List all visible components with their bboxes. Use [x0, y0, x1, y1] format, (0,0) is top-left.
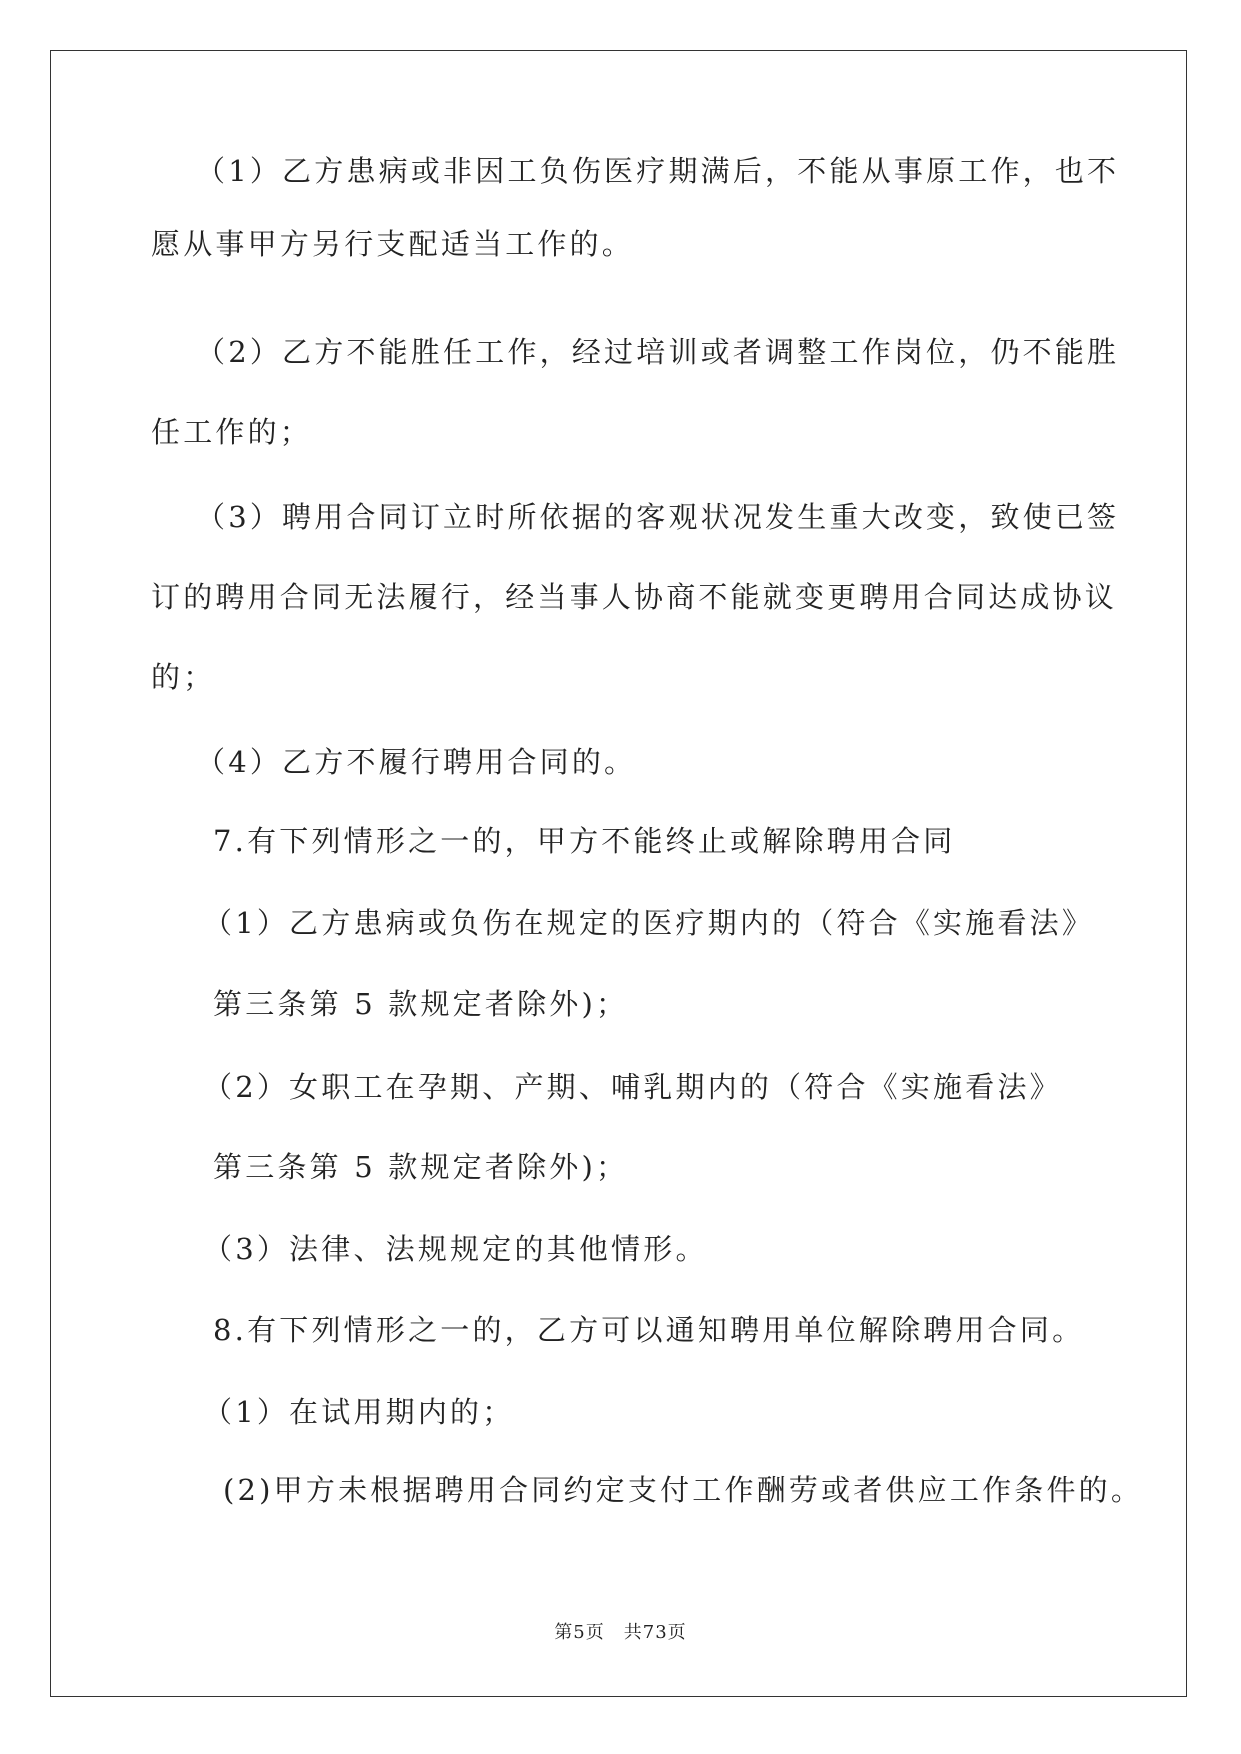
text-line: 的； [151, 660, 216, 694]
text-line: 第三条第 5 款规定者除外)； [213, 987, 629, 1021]
text-line: （1）乙方患病或非因工负伤医疗期满后，不能从事原工作，也不 [196, 154, 1120, 188]
text-line: （1）乙方患病或负伤在规定的医疗期内的（符合《实施看法》 [203, 906, 1095, 940]
text-line: （1）在试用期内的； [203, 1395, 515, 1429]
text-line: 愿从事甲方另行支配适当工作的。 [151, 227, 635, 261]
text-line: （3）法律、法规规定的其他情形。 [203, 1232, 708, 1266]
text-line: （4）乙方不履行聘用合同的。 [196, 745, 637, 779]
text-line: 第三条第 5 款规定者除外)； [213, 1150, 629, 1184]
page-footer: 第5页 共73页 [554, 1622, 687, 1643]
text-line: 订的聘用合同无法履行，经当事人协商不能就变更聘用合同达成协议 [151, 580, 1118, 614]
section-heading: 7.有下列情形之一的，甲方不能终止或解除聘用合同 [213, 824, 956, 858]
text-line: 任工作的； [151, 415, 313, 449]
text-line: （2）乙方不能胜任工作，经过培训或者调整工作岗位，仍不能胜 [196, 335, 1120, 369]
section-heading: 8.有下列情形之一的，乙方可以通知聘用单位解除聘用合同。 [213, 1313, 1085, 1347]
page-border [50, 50, 1187, 1697]
text-line: (2)甲方未根据聘用合同约定支付工作酬劳或者供应工作条件的。 [223, 1473, 1144, 1507]
text-line: （2）女职工在孕期、产期、哺乳期内的（符合《实施看法》 [203, 1070, 1062, 1104]
text-line: （3）聘用合同订立时所依据的客观状况发生重大改变，致使已签 [196, 500, 1120, 534]
